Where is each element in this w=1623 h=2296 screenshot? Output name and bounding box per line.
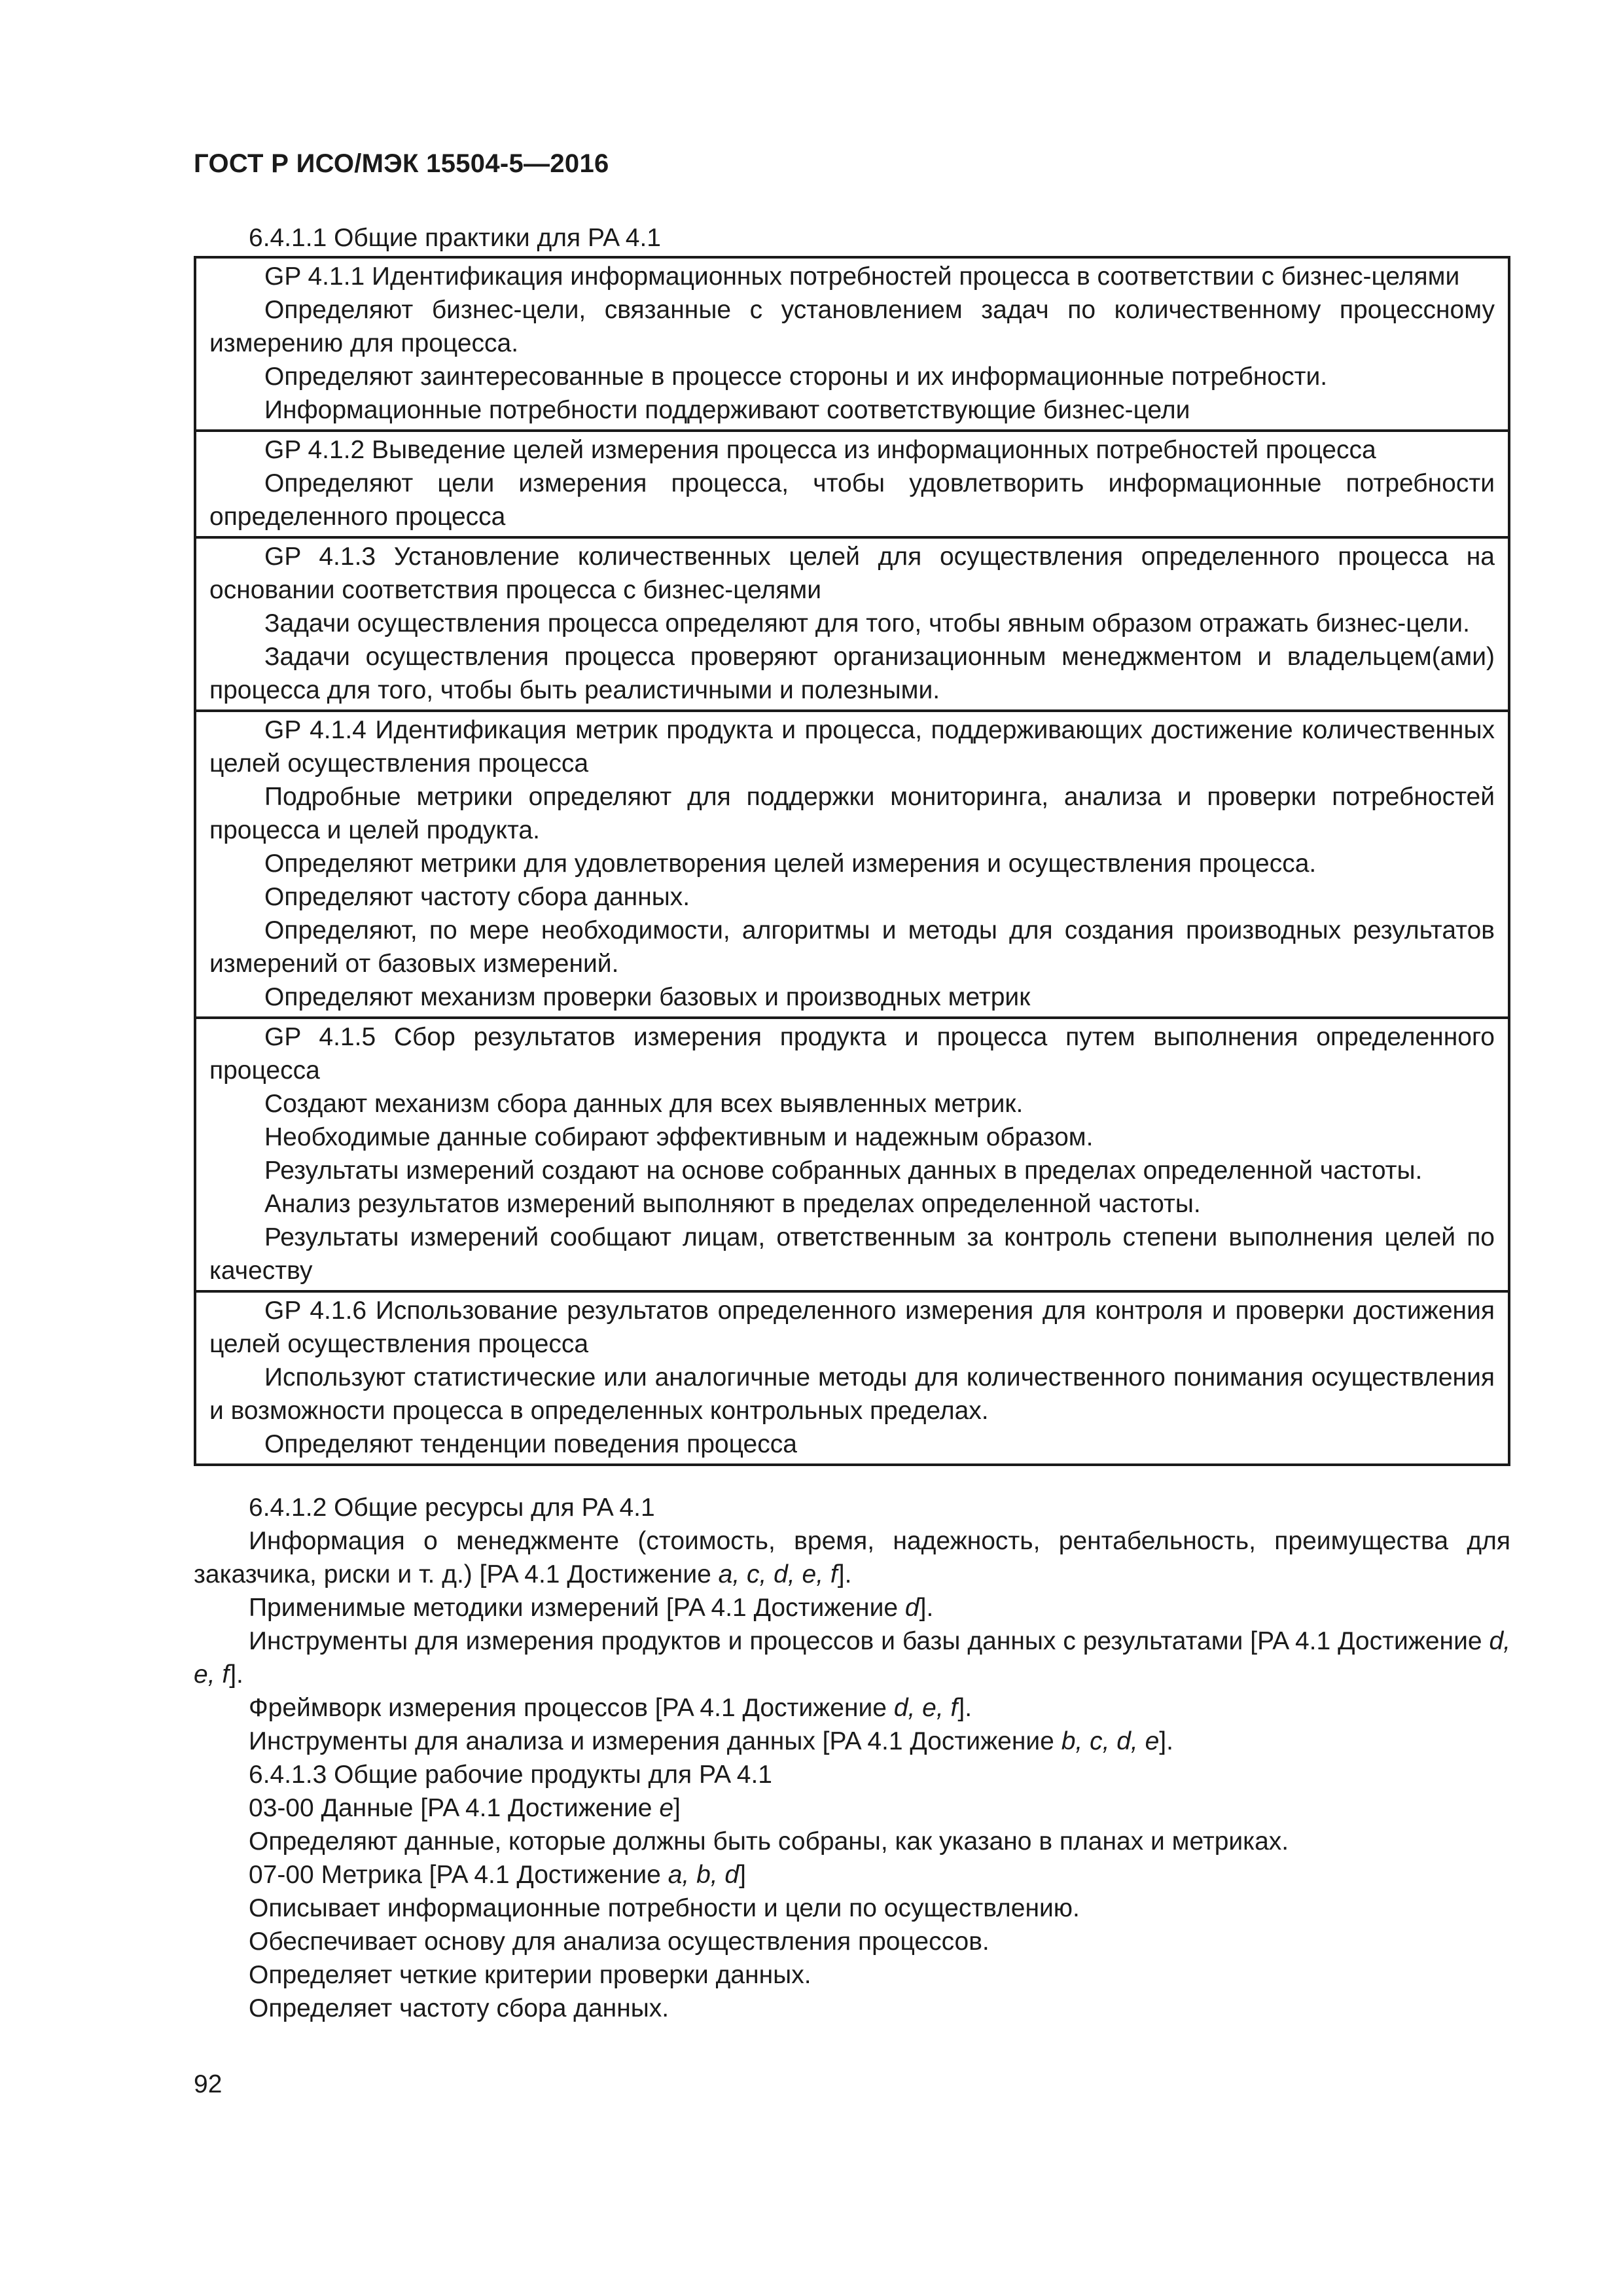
practice-item: Определяют частоту сбора данных. (264, 883, 690, 911)
page-content (194, 221, 1510, 2025)
achievement-refs: d, e, f (893, 1694, 958, 1722)
work-product-description: Определяет частоту сбора данных. (249, 1994, 669, 2022)
practice-cell (195, 537, 1509, 711)
resources-section (194, 1491, 1510, 2025)
practice-title: GP 4.1.6 Использование результатов определенного измерения для контроля и проверки достижения целей осуществления процесса (209, 1297, 1495, 1358)
reference-text: Информация о менеджменте (стоимость, время, надежность, рентабельность, преимущества для заказчика, риски и т. д.) [PA 4.1 Достижение (194, 1527, 1510, 1588)
achievement-refs: a, b, d (668, 1861, 740, 1889)
work-product-description: Определяет четкие критерии проверки данных. (249, 1961, 812, 1989)
practice-item: Определяют, по мере необходимости, алгоритмы и методы для создания производных результатов измерений от базовых измерений. (209, 916, 1495, 978)
reference-close: ]. (1159, 1727, 1173, 1755)
practice-row (195, 1291, 1509, 1465)
products-list (194, 1791, 1510, 2025)
work-product-description: Описывает информационные потребности и цели по осуществлению. (249, 1894, 1080, 1922)
practice-item: Определяют механизм проверки базовых и производных метрик (264, 983, 1031, 1011)
practice-item: Определяют метрики для удовлетворения целей измерения и осуществления процесса. (264, 850, 1317, 878)
practice-title: GP 4.1.3 Установление количественных целей для осуществления определенного процесса на основании соответствия процесса с бизнес-целями (209, 543, 1495, 604)
products-section-title: 6.4.1.3 Общие рабочие продукты для PA 4.1 (249, 1761, 772, 1789)
reference-close: ]. (229, 1660, 243, 1689)
resource-item (194, 1591, 1510, 1624)
reference-close: ]. (957, 1694, 972, 1722)
practice-item: Определяют тенденции поведения процесса (264, 1430, 797, 1458)
reference-text: Применимые методики измерений [PA 4.1 Достижение (249, 1594, 905, 1622)
practice-cell (195, 431, 1509, 537)
practice-item: Определяют цели измерения процесса, чтобы удовлетворить информационные потребности определенного процесса (209, 469, 1495, 531)
practice-item: Результаты измерений создают на основе собранных данных в пределах определенной частоты. (264, 1157, 1423, 1185)
practice-row (195, 537, 1509, 711)
achievement-refs: e (659, 1794, 674, 1822)
practice-title: GP 4.1.2 Выведение целей измерения процесса из информационных потребностей процесса (264, 436, 1376, 464)
practice-cell (195, 1018, 1509, 1291)
work-product-label (194, 1858, 1510, 1892)
practice-item: Результаты измерений сообщают лицам, ответственным за контроль степени выполнения целей по качеству (209, 1223, 1495, 1285)
practice-title: GP 4.1.4 Идентификация метрик продукта и процесса, поддерживающих достижение количественных целей осуществления процесса (209, 716, 1495, 778)
work-product-label (194, 1791, 1510, 1825)
reference-close: ]. (837, 1560, 852, 1588)
reference-close: ]. (919, 1594, 934, 1622)
practice-row (195, 711, 1509, 1018)
practice-item: Задачи осуществления процесса определяют для того, чтобы явным образом отражать бизнес-цели. (264, 609, 1470, 637)
reference-text: Инструменты для измерения продуктов и процессов и базы данных с результатами [PA 4.1 Достижение (249, 1627, 1489, 1655)
resource-item (194, 1624, 1510, 1691)
practice-item: Создают механизм сбора данных для всех выявленных метрик. (264, 1090, 1024, 1118)
practice-cell (195, 711, 1509, 1018)
practices-table-body (195, 257, 1509, 1465)
document-header: ГОСТ Р ИСО/МЭК 15504-5—2016 (194, 149, 609, 178)
practice-title: GP 4.1.1 Идентификация информационных потребностей процесса в соответствии с бизнес-целями (264, 262, 1460, 291)
achievement-refs: a, c, d, e, f (718, 1560, 838, 1588)
practice-item: Определяют заинтересованные в процессе стороны и их информационные потребности. (264, 363, 1328, 391)
practice-item: Информационные потребности поддерживают соответствующие бизнес-цели (264, 396, 1190, 424)
reference-close: ] (739, 1861, 746, 1889)
resource-item (194, 1725, 1510, 1758)
practice-item: Подробные метрики определяют для поддержки мониторинга, анализа и проверки потребностей процесса и целей продукта. (209, 783, 1495, 844)
practice-row (195, 257, 1509, 431)
achievement-refs: d (904, 1594, 919, 1622)
resource-item (194, 1524, 1510, 1591)
practice-row (195, 431, 1509, 537)
reference-close: ] (673, 1794, 681, 1822)
achievement-refs: b, c, d, e (1061, 1727, 1160, 1755)
resource-item (194, 1691, 1510, 1725)
practice-item: Необходимые данные собирают эффективным и надежным образом. (264, 1123, 1094, 1151)
practice-row (195, 1018, 1509, 1291)
practice-item: Используют статистические или аналогичные методы для количественного понимания осуществления и возможности процесса в определенных контрольных пределах. (209, 1363, 1495, 1425)
practices-section-title: 6.4.1.1 Общие практики для PA 4.1 (249, 224, 661, 252)
practice-cell (195, 257, 1509, 431)
practices-table (194, 256, 1510, 1466)
achievement-refs: d, e, f (194, 1627, 1510, 1689)
resources-list (194, 1524, 1510, 1758)
reference-text: 03-00 Данные [PA 4.1 Достижение (249, 1794, 660, 1822)
reference-text: Инструменты для анализа и измерения данных [PA 4.1 Достижение (249, 1727, 1061, 1755)
practice-title: GP 4.1.5 Сбор результатов измерения продукта и процесса путем выполнения определенного процесса (209, 1023, 1495, 1085)
practice-item: Анализ результатов измерений выполняют в пределах определенной частоты. (264, 1190, 1201, 1218)
resources-section-title: 6.4.1.2 Общие ресурсы для PA 4.1 (249, 1494, 655, 1522)
page-number: 92 (194, 2070, 223, 2098)
practice-item: Определяют бизнес-цели, связанные с установлением задач по количественному процессному измерению для процесса. (209, 296, 1495, 357)
work-product-description: Определяют данные, которые должны быть собраны, как указано в планах и метриках. (249, 1827, 1289, 1856)
work-product-description: Обеспечивает основу для анализа осуществления процессов. (249, 1928, 990, 1956)
reference-text: Фреймворк измерения процессов [PA 4.1 Достижение (249, 1694, 894, 1722)
practice-cell (195, 1291, 1509, 1465)
reference-text: 07-00 Метрика [PA 4.1 Достижение (249, 1861, 668, 1889)
practice-item: Задачи осуществления процесса проверяют организационным менеджментом и владельцем(ами) процесса для того, чтобы быть реалистичными и полезными. (209, 643, 1495, 704)
